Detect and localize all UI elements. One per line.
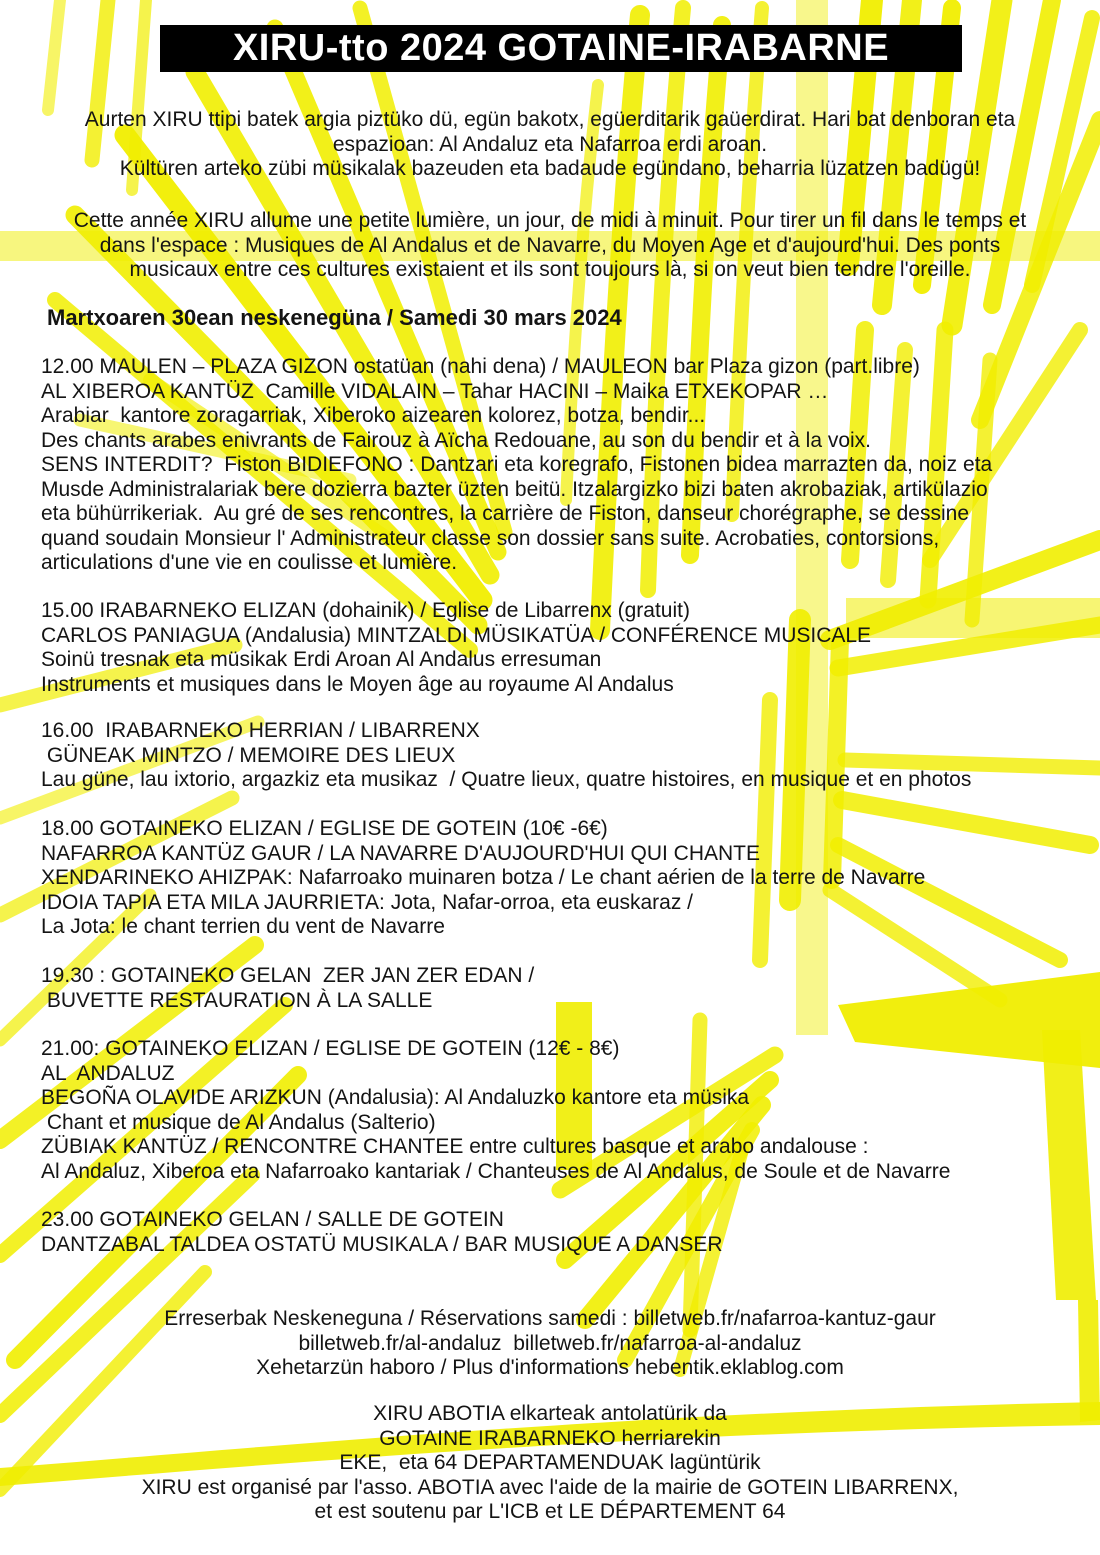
text-line: Arabiar kantore zoragarriak, Xiberoko aizearen kolorez, botza, bendir...	[41, 404, 706, 427]
text-line: 18.00 GOTAINEKO ELIZAN / EGLISE DE GOTEIN (10€ -6€)	[41, 817, 608, 840]
schedule-block-1500	[0, 599, 1100, 697]
date-heading: Martxoaren 30ean neskenegüna / Samedi 30 mars 2024	[47, 305, 622, 330]
text-line: DANTZABAL TALDEA OSTATÜ MUSIKALA / BAR MUSIQUE A DANSER	[41, 1232, 723, 1256]
text-line: eta bühürrikeriak. Au gré de ses rencontres, la carrière de Fiston, danseur chorégraphe, se dessine	[41, 502, 970, 525]
schedule-block-2300	[0, 1208, 1100, 1257]
text-line: AL XIBEROA KANTÜZ Camille VIDALAIN – Tahar HACINI – Maika ETXEKOPAR …	[41, 379, 829, 403]
text-line: espazioan: Al Andaluz eta Nafarroa erdi aroan.	[332, 132, 768, 156]
text-line: 12.00 MAULEN – PLAZA GIZON ostatüan (nahi dena) / MAULEON bar Plaza gizon (part.libre)	[41, 355, 920, 378]
text-line: et est soutenu par L'ICB et LE DÉPARTEMENT 64	[314, 1500, 786, 1523]
text-line: BUVETTE RESTAURATION À LA SALLE	[41, 988, 433, 1012]
text-line: Soinü tresnak eta müsikak Erdi Aroan Al Andalus erresuman	[41, 648, 602, 671]
text-line: XENDARINEKO AHIZPAK: Nafarroako muinaren botza / Le chant aérien de la terre de Navarre	[41, 866, 926, 889]
text-line: Des chants arabes enivrants de Fairouz à Aïcha Redouane, au son du bendir et à la voix.	[41, 428, 872, 452]
text-line: Musde Administralariak bere dozierra bazter üzten beitü. Itzalargizko bizi baten akrobaziak, artikülazio	[41, 477, 988, 501]
intro-paragraph-french	[0, 209, 1100, 283]
text-line: billetweb.fr/al-andaluz billetweb.fr/nafarroa-al-andaluz	[298, 1331, 802, 1355]
intro-paragraph-basque	[0, 108, 1100, 182]
text-line: SENS INTERDIT? Fiston BIDIEFONO : Dantzari eta koregrafo, Fistonen bidea marrazten da, noiz eta	[41, 453, 993, 476]
text-line: musicaux entre ces cultures existaient et ils sont toujours là, si on veut bien tendre l'oreille.	[129, 258, 971, 281]
schedule-block-2100	[0, 1037, 1100, 1184]
reservations-info	[0, 1307, 1100, 1381]
text-line: ZÜBIAK KANTÜZ / RENCONTRE CHANTEE entre cultures basque et arabo andalouse :	[41, 1135, 869, 1158]
text-line: La Jota: le chant terrien du vent de Navarre	[41, 915, 445, 938]
text-line: NAFARROA KANTÜZ GAUR / LA NAVARRE D'AUJOURD'HUI QUI CHANTE	[41, 841, 761, 865]
text-line: Aurten XIRU ttipi batek argia piztüko dü, egün bakotx, egüerditarik gaüerdirat. Hari bat denboran eta	[84, 108, 1016, 131]
text-line: Erreserbak Neskeneguna / Réservations samedi : billetweb.fr/nafarroa-kantuz-gaur	[164, 1307, 936, 1330]
organizer-credits	[0, 1402, 1100, 1525]
text-line: Al Andaluz, Xiberoa eta Nafarroako kantariak / Chanteuses de Al Andalus, de Soule et de Navarre	[41, 1159, 951, 1183]
schedule-block-1800	[0, 817, 1100, 940]
text-line: 23.00 GOTAINEKO GELAN / SALLE DE GOTEIN	[41, 1208, 504, 1231]
text-line: Instruments et musiques dans le Moyen âge au royaume Al Andalus	[41, 672, 674, 696]
text-line: EKE, eta 64 DEPARTAMENDUAK lagüntürik	[339, 1451, 761, 1474]
text-line: Lau güne, lau ixtorio, argazkiz eta musikaz / Quatre lieux, quatre histoires, en musique et en photos	[41, 768, 972, 791]
title-bar	[160, 25, 962, 72]
text-line: Xehetarzün haboro / Plus d'informations hebentik.eklablog.com	[256, 1356, 844, 1379]
text-line: GOTAINE IRABARNEKO herriarekin	[379, 1426, 721, 1450]
text-line: AL ANDALUZ	[41, 1061, 175, 1085]
text-line: 21.00: GOTAINEKO ELIZAN / EGLISE DE GOTEIN (12€ - 8€)	[41, 1037, 620, 1060]
text-line: GÜNEAK MINTZO / MEMOIRE DES LIEUX	[41, 743, 456, 767]
text-line: 16.00 IRABARNEKO HERRIAN / LIBARRENX	[41, 719, 480, 742]
schedule-block-1200	[0, 355, 1100, 576]
text-line: quand soudain Monsieur l' Administrateur classe son dossier sans suite. Acrobaties, contorsions,	[41, 526, 940, 550]
schedule-block-1930	[0, 964, 1100, 1013]
text-line: articulations d'une vie en coulisse et lumière.	[41, 551, 458, 574]
page-title: XIRU-tto 2024 GOTAINE-IRABARNE	[232, 27, 890, 69]
text-line: dans l'espace : Musiques de Al Andalus et de Navarre, du Moyen Age et d'aujourd'hui. Des ponts	[99, 233, 1001, 257]
text-line: XIRU ABOTIA elkarteak antolatürik da	[373, 1402, 727, 1425]
text-line: IDOIA TAPIA ETA MILA JAURRIETA: Jota, Nafar-orroa, eta euskaraz /	[41, 890, 694, 914]
text-line: Chant et musique de Al Andalus (Salterio)	[41, 1110, 436, 1134]
text-line: Kültüren arteko zübi müsikalak bazeuden eta badaude egündano, beharria lüzatzen badügü!	[119, 157, 981, 180]
text-line: BEGOÑA OLAVIDE ARIZKUN (Andalusia): Al Andaluzko kantore eta müsika	[41, 1086, 750, 1109]
text-line: Cette année XIRU allume une petite lumière, un jour, de midi à minuit. Pour tirer un fil dans le temps et	[73, 209, 1027, 232]
text-line: 19.30 : GOTAINEKO GELAN ZER JAN ZER EDAN /	[41, 964, 535, 987]
text-line: 15.00 IRABARNEKO ELIZAN (dohainik) / Eglise de Libarrenx (gratuit)	[41, 599, 690, 622]
text-line: CARLOS PANIAGUA (Andalusia) MINTZALDI MÜSIKATÜA / CONFÉRENCE MUSICALE	[41, 623, 872, 647]
text-line: XIRU est organisé par l'asso. ABOTIA avec l'aide de la mairie de GOTEIN LIBARRENX,	[141, 1475, 959, 1499]
schedule-block-1600	[0, 719, 1100, 793]
